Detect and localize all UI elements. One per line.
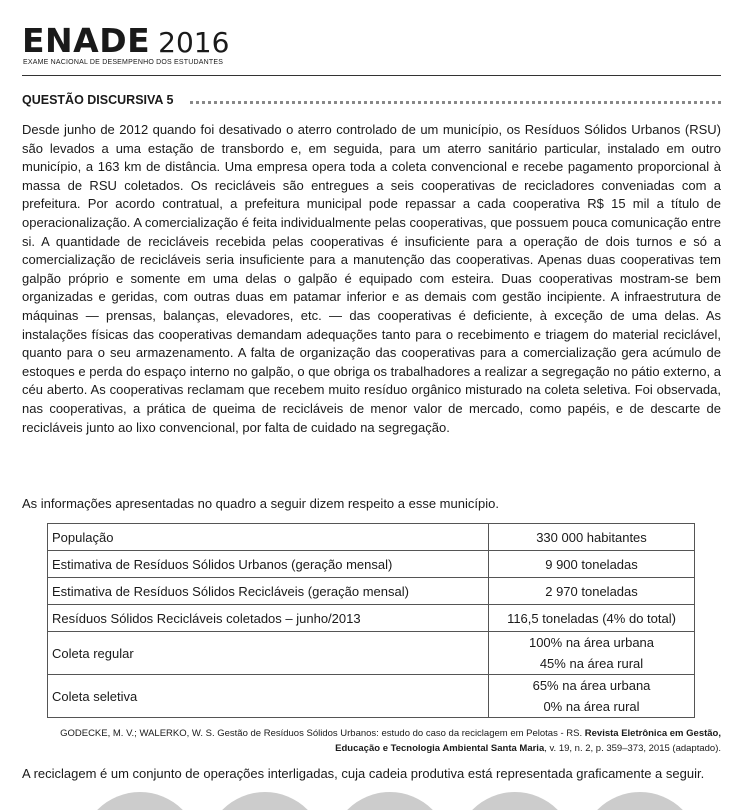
diagram-circle — [455, 792, 575, 810]
table-cell-value: 116,5 toneladas (4% do total) — [489, 605, 695, 632]
outro-text: A reciclagem é um conjunto de operações interligadas, cuja cadeia produtiva está representada graficamente a seguir. — [22, 766, 705, 781]
question-title: QUESTÃO DISCURSIVA 5 — [22, 93, 174, 107]
table-cell-label: Resíduos Sólidos Recicláveis coletados – junho/2013 — [48, 605, 489, 632]
table-cell-label: Estimativa de Resíduos Sólidos Urbanos (geração mensal) — [48, 551, 489, 578]
diagram-circle — [330, 792, 450, 810]
value-line-urban: 65% na área urbana — [532, 678, 651, 693]
enade-logo — [22, 21, 230, 60]
citation-authors: GODECKE, M. V.; WALERKO, W. S. Gestão de Resíduos Sólidos Urbanos: estudo do caso da reciclagem em Pelotas - RS. — [60, 728, 583, 739]
recycling-chain-diagram-partial — [0, 790, 743, 810]
table-cell-value: 2 970 toneladas — [489, 578, 695, 605]
table-cell-label: Coleta seletiva — [48, 675, 489, 718]
table-cell-label: Coleta regular — [48, 632, 489, 675]
value-line-rural: 0% na área rural — [543, 699, 640, 714]
table-cell-value: 330 000 habitantes — [489, 524, 695, 551]
citation-details: , v. 19, n. 2, p. 359–373, 2015 (adaptado). — [544, 743, 721, 754]
table-row — [48, 578, 695, 605]
table-row — [48, 551, 695, 578]
source-citation — [22, 726, 721, 756]
logo-subtitle: EXAME NACIONAL DE DESEMPENHO DOS ESTUDANTES — [23, 59, 224, 66]
table-cell-label: População — [48, 524, 489, 551]
municipality-info-table — [47, 523, 695, 718]
table-cell-value: 9 900 toneladas — [489, 551, 695, 578]
diagram-circle — [580, 792, 700, 810]
value-line-urban: 100% na área urbana — [528, 635, 655, 650]
table-row — [48, 524, 695, 551]
logo-year-text: 2016 — [158, 26, 230, 59]
table-cell-value — [489, 675, 695, 718]
table-row — [48, 605, 695, 632]
logo-main-text: ENADE — [22, 21, 151, 60]
question-paragraph: Desde junho de 2012 quando foi desativado o aterro controlado de um município, os Resíduos Sólidos Urbanos (RSU) são levados a uma estação de transbordo e, em seguida, para um aterro sanitário particular, instalado em outro município, a 163 km de distância. Uma empresa opera toda a coleta convencional e recebe pagamento proporcional à massa de RSU coletados. Os recicláveis são entregues a seis cooperativas de recicladores conveniadas com a prefeitura. Por acordo contratual, a prefeitura municipal pode repassar a cada cooperativa R$ 15 mil a título de operacionalização. A comercialização é feita individualmente pelas cooperativas, que possuem pouca comunicação entre si. A quantidade de recicláveis recebida pelas cooperativas é insuficiente para a operação de dois turnos e só a comercialização de recicláveis seria insuficiente para a manutenção das cooperativas. Apenas duas cooperativas tem galpão próprio e somente em uma delas o galpão é equipado com esteira. Duas cooperativas mostram-se bem organizadas e geridas, com outras duas em patamar inferior e as demais com gestão incipiente. A infraestrutura de máquinas — prensas, balanças, elevadores, etc. — das cooperativas é deficiente, à exceção de uma delas. As instalações físicas das cooperativas demandam adequações tanto para o recebimento e triagem do material reciclável, quanto para o seu armazenamento. A falta de organização das cooperativas para a comercialização gera acúmulo de estoques e perda do espaço interno no galpão, o que obriga os trabalhadores a realizar a segregação no pátio externo, a céu aberto. As cooperativas reclamam que recebem muito resíduo orgânico misturado na coleta seletiva. Foi observada, nas cooperativas, a prática de queima de recicláveis de menor valor de mercado, como papéis, e de descarte de recicláveis junto ao lixo convencional, por falta de cuidado na segregação. — [22, 122, 721, 435]
value-line-rural: 45% na área rural — [539, 656, 644, 671]
header-divider — [22, 75, 721, 76]
title-dotted-leader — [190, 101, 721, 104]
table-row — [48, 632, 695, 675]
citation-journal: Revista Eletrônica em Gestão, Educação e Tecnologia Ambiental Santa Maria — [335, 728, 721, 754]
table-row — [48, 675, 695, 718]
diagram-circle — [80, 792, 200, 810]
table-cell-value — [489, 632, 695, 675]
table-cell-label: Estimativa de Resíduos Sólidos Recicláveis (geração mensal) — [48, 578, 489, 605]
table-intro-text: As informações apresentadas no quadro a seguir dizem respeito a esse município. — [22, 496, 499, 511]
diagram-circle — [205, 792, 325, 810]
